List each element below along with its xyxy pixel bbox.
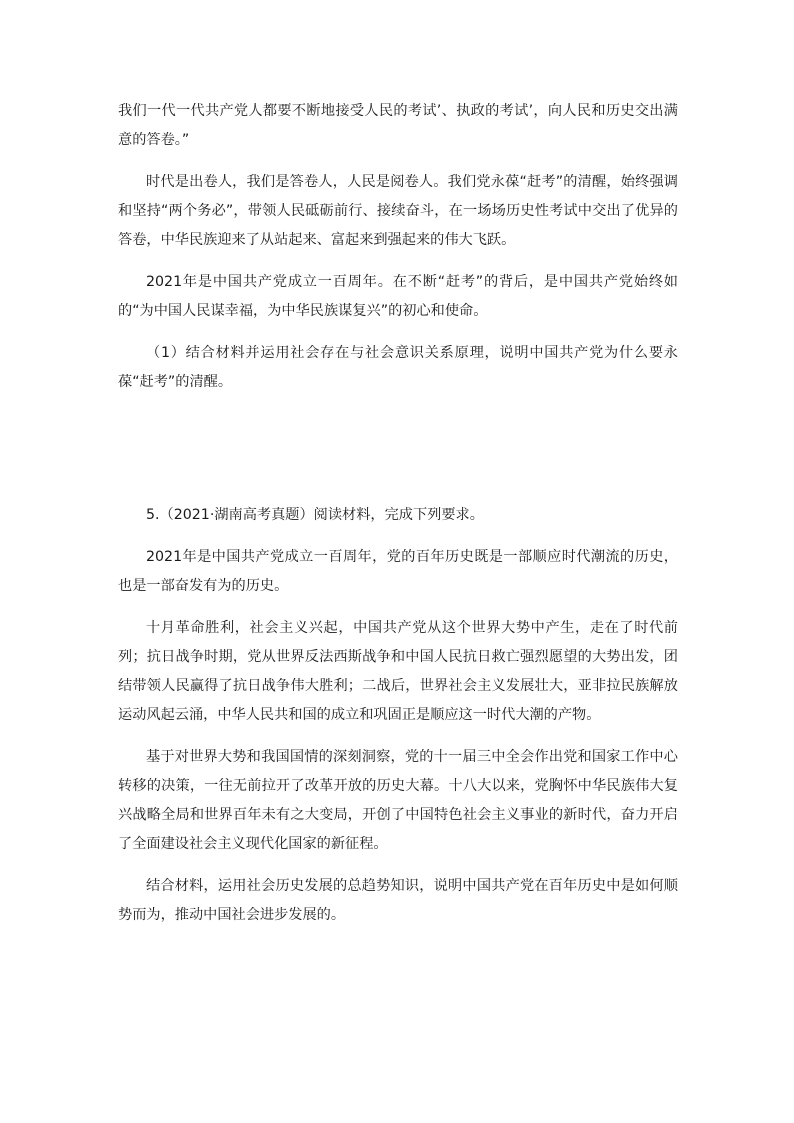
question-5-paragraph: 2021年是中国共产党成立一百周年，党的百年历史既是一部顺应时代潮流的历史，也是一部奋发有为的历史。 (118, 549, 678, 594)
paragraph-centenary: 2021年是中国共产党成立一百周年。在不断“赶考”的背后，是中国共产党始终如的“为中国人民谋幸福，为中华民族谋复兴”的初心和使命。 (118, 274, 678, 319)
paragraph-quote-continuation: 我们一代一代共产党人都要不断地接受人民的考试’、执政的考试’，向人民和历史交出满意的答卷。” (118, 103, 678, 148)
document-body (118, 97, 678, 943)
question-5-paragraph: 十月革命胜利，社会主义兴起，中国共产党从这个世界大势中产生，走在了时代前列；抗日战争时期，党从世界反法西斯战争和中国人民抗日救亡强烈愿望的大势出发，团结带领人民赢得了抗日战争伟大胜利；二战后，世界社会主义发展壮大，亚非拉民族解放运动风起云涌，中华人民共和国的成立和巩固正是顺应这一时代大潮的产物。 (118, 620, 678, 723)
question-5-prompt: 结合材料，运用社会历史发展的总趋势知识，说明中国共产党在百年历史中是如何顺势而为，推动中国社会进步发展的。 (118, 878, 678, 923)
question-5-heading: 5.（2021·湖南高考真题）阅读材料，完成下列要求。 (146, 507, 484, 523)
paragraph-era-exam: 时代是出卷人，我们是答卷人，人民是阅卷人。我们党永葆“赶考”的清醒，始终强调和坚持“两个务必”，带领人民砥砺前行、接续奋斗，在一场场历史性考试中交出了优异的答卷，中华民族迎来了从站起来、富起来到强起来的伟大飞跃。 (118, 174, 678, 248)
question-5-paragraph: 基于对世界大势和我国国情的深刻洞察，党的十一届三中全会作出党和国家工作中心转移的决策，一往无前拉开了改革开放的历史大幕。十八大以来，党胸怀中华民族伟大复兴战略全局和世界百年未有之大变局，开创了中国特色社会主义事业的新时代，奋力开启了全面建设社会主义现代化国家的新征程。 (118, 749, 678, 852)
answer-space (118, 410, 678, 501)
question-4-sub-1: （1）结合材料并运用社会存在与社会意识关系原理，说明中国共产党为什么要永葆“赶考”的清醒。 (118, 345, 678, 390)
